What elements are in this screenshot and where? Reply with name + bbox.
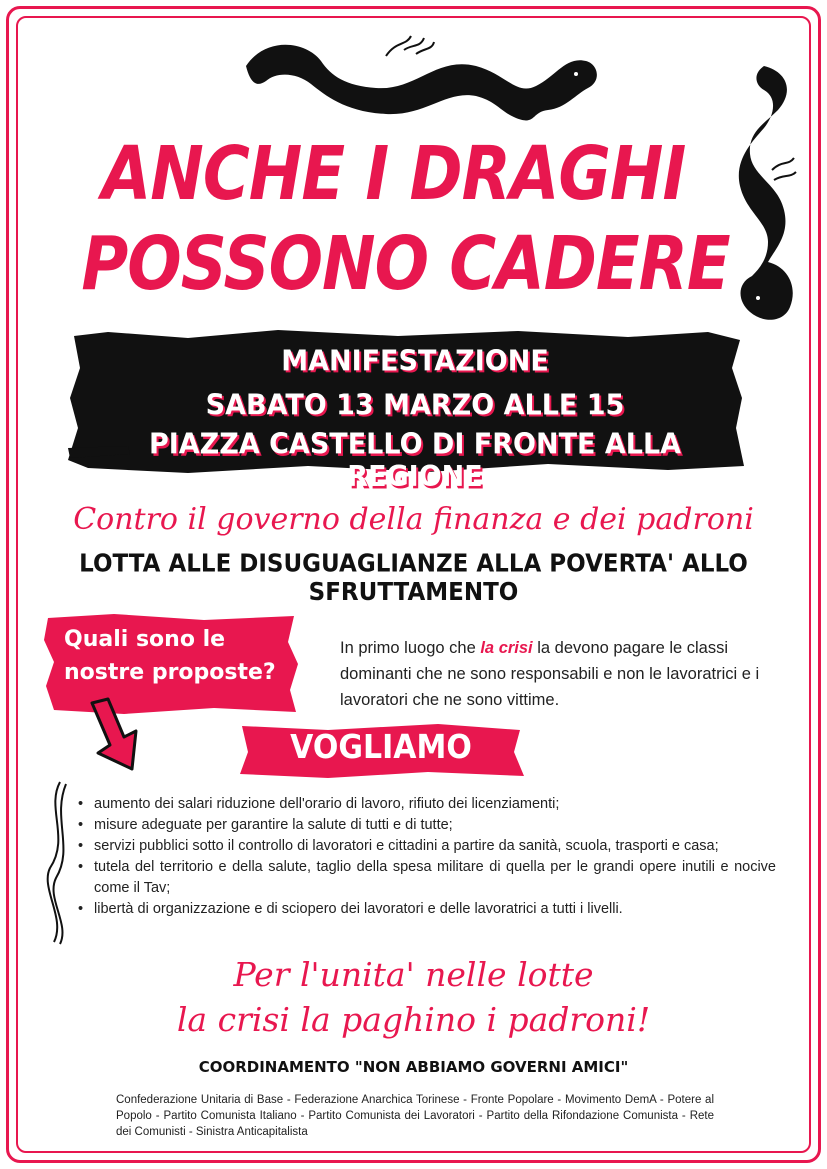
event-location: PIAZZA CASTELLO DI FRONTE ALLA REGIONE [148, 428, 682, 494]
intro-text-after: la devono pagare le classi dominanti che ne sono responsabili e non le lavoratrici e i lavoratori che ne sono vittime. [340, 639, 760, 709]
subtitle-bold: LOTTA ALLE DISUGUAGLIANZE ALLA POVERTA' ALLO SFRUTTAMENTO [79, 549, 748, 607]
list-item: • servizi pubblici sotto il controllo di lavoratori e cittadini a partire da sanità, scuola, trasporti e casa; [76, 836, 776, 857]
headline-line-1: ANCHE I DRAGHI [101, 132, 686, 218]
closing-slogan-line-1: Per l'unita' nelle lotte [233, 955, 594, 994]
organizer-title: COORDINAMENTO "NON ABBIAMO GOVERNI AMICI" [198, 1058, 629, 1076]
proposals-question-line-1: Quali sono le [64, 627, 226, 652]
intro-paragraph [340, 635, 780, 713]
subtitle-cursive: Contro il governo della finanza e dei padroni [73, 502, 754, 537]
closing-slogan-line-2: la crisi la paghino i padroni! [176, 1000, 651, 1039]
headline-line-2: POSSONO CADERE [81, 222, 730, 308]
vogliamo-heading: VOGLIAMO [290, 728, 472, 767]
event-date: SABATO 13 MARZO ALLE 15 [205, 389, 625, 422]
intro-highlight: la crisi [480, 639, 533, 657]
signatories-list: Confederazione Unitaria di Base - Federazione Anarchica Torinese - Fronte Popolare - Movimento DemA - Potere al Popolo - Partito Comunista Italiano - Partito Comunista dei Lavoratori - Partito della Rifondazione Comunista - Rete dei Comunisti - Sinistra Anticapitalista [116, 1094, 714, 1138]
event-title: MANIFESTAZIONE [281, 345, 549, 378]
arrow-down-icon [84, 697, 144, 771]
list-item: • misure adeguate per garantire la salute di tutti e di tutte; [76, 815, 776, 836]
squiggle-decoration [40, 778, 76, 946]
list-item: • aumento dei salari riduzione dell'orario di lavoro, rifiuto dei licenziamenti; [76, 794, 776, 815]
proposals-question-line-2: nostre proposte? [64, 660, 276, 685]
dragon-icon [236, 26, 606, 126]
intro-text-before: In primo luogo che [340, 639, 476, 657]
list-item: • libertà di organizzazione e di sciopero dei lavoratori e delle lavoratrici a tutti i livelli. [76, 899, 776, 920]
list-item: • tutela del territorio e della salute, taglio della spesa militare di quella per le grandi opere inutili e nocive come il Tav; [76, 857, 776, 899]
demands-list [76, 794, 776, 920]
